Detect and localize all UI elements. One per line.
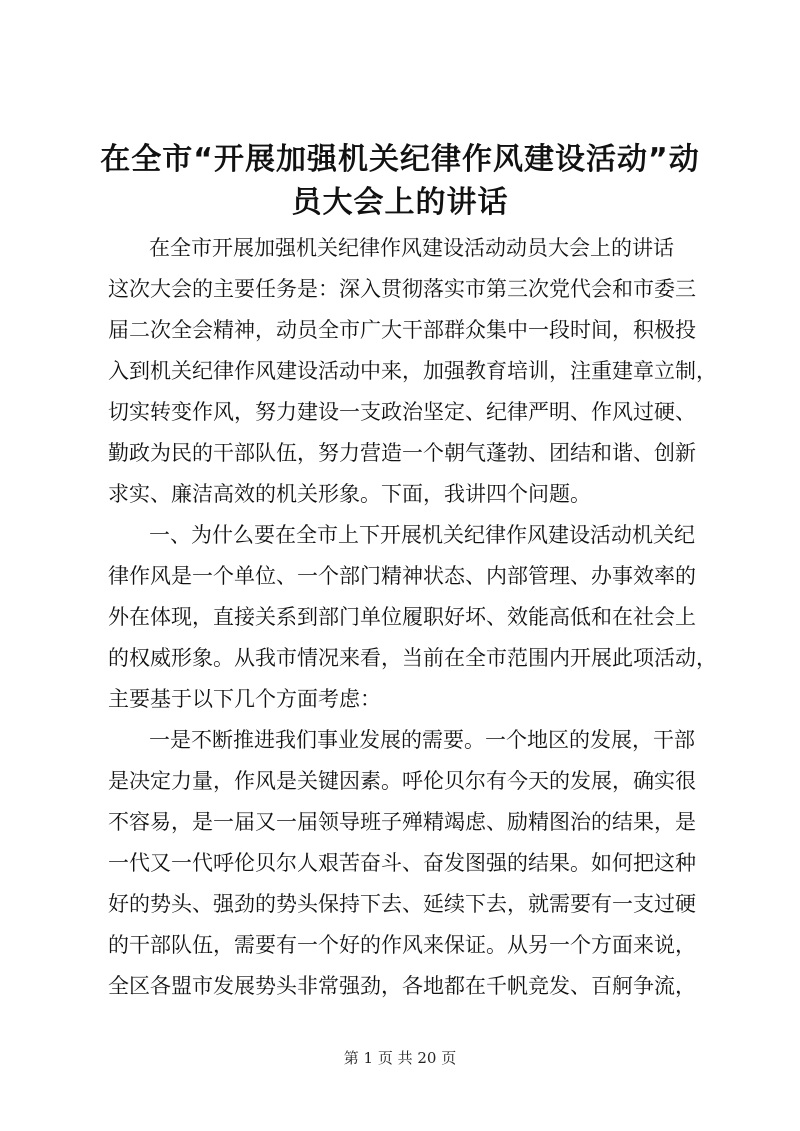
body-line: 一、为什么要在全市上下开展机关纪律作风建设活动机关纪 <box>149 523 695 547</box>
body-line: 的干部队伍，需要有一个好的作风来保证。从另一个方面来说， <box>108 933 696 957</box>
body-line: 不容易，是一届又一届领导班子殚精竭虑、励精图治的结果，是 <box>108 810 696 834</box>
body-line: 一是不断推进我们事业发展的需要。一个地区的发展，干部 <box>149 728 695 752</box>
body-line: 入到机关纪律作风建设活动中来，加强教育培训，注重建章立制， <box>108 359 717 383</box>
body-line: 勤政为民的干部队伍，努力营造一个朝气蓬勃、团结和谐、创新 <box>108 441 696 465</box>
body-line: 届二次全会精神，动员全市广大干部群众集中一段时间，积极投 <box>108 318 696 342</box>
body-line: 全区各盟市发展势头非常强劲，各地都在千帆竞发、百舸争流， <box>108 974 696 998</box>
body-line: 外在体现，直接关系到部门单位履职好坏、效能高低和在社会上 <box>108 605 696 629</box>
body-line: 主要基于以下几个方面考虑： <box>108 687 381 711</box>
body-line: 一代又一代呼伦贝尔人艰苦奋斗、奋发图强的结果。如何把这种 <box>108 851 696 875</box>
body-line: 好的势头、强劲的势头保持下去、延续下去，就需要有一支过硬 <box>108 892 696 916</box>
body-line: 这次大会的主要任务是：深入贯彻落实市第三次党代会和市委三 <box>108 277 696 301</box>
body-line: 是决定力量，作风是关键因素。呼伦贝尔有今天的发展，确实很 <box>108 769 696 793</box>
body-line: 律作风是一个单位、一个部门精神状态、内部管理、办事效率的 <box>108 564 696 588</box>
body-line: 切实转变作风，努力建设一支政治坚定、纪律严明、作风过硬、 <box>108 400 696 424</box>
body-line: 求实、廉洁高效的机关形象。下面，我讲四个问题。 <box>108 482 591 506</box>
body-line: 在全市开展加强机关纪律作风建设活动动员大会上的讲话 <box>149 236 674 260</box>
body-line: 的权威形象。从我市情况来看，当前在全市范围内开展此项活动， <box>108 646 717 670</box>
document-title-line-2: 员大会上的讲话 <box>291 185 509 220</box>
document-title-line-1: 在全市“开展加强机关纪律作风建设活动”动 <box>100 142 700 177</box>
page-number-footer: 第 1 页 共 20 页 <box>343 1049 457 1067</box>
